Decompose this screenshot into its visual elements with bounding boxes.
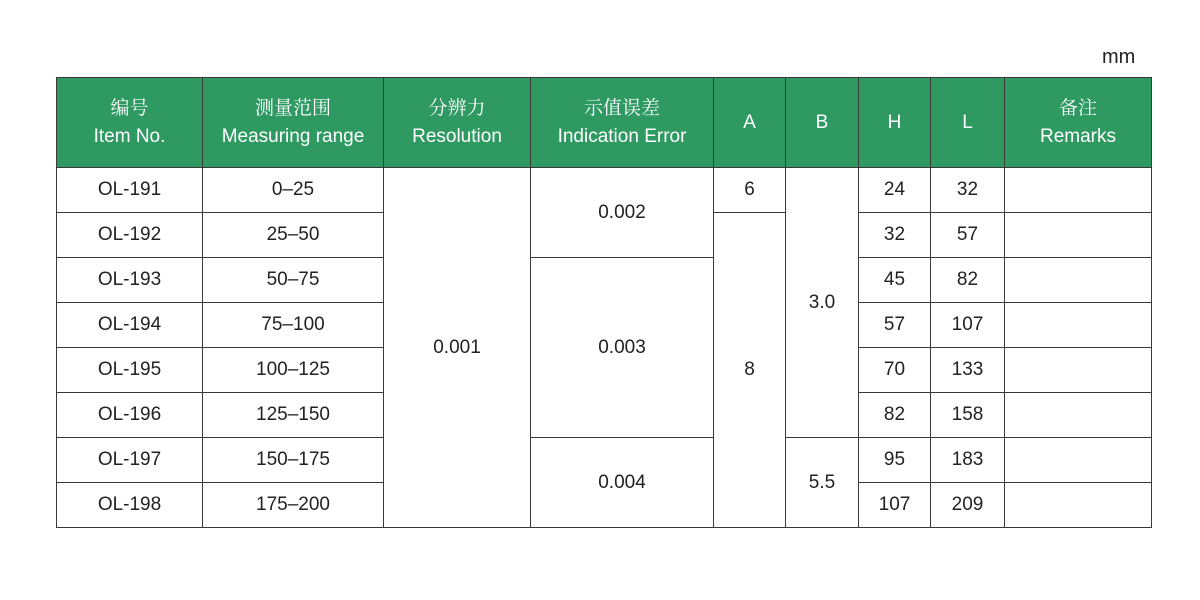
remarks-cell [1005, 393, 1152, 438]
l-cell: 57 [931, 213, 1005, 258]
l-cell: 133 [931, 348, 1005, 393]
range-cell: 0–25 [203, 168, 384, 213]
item-cell: OL-197 [57, 438, 203, 483]
item-cell: OL-194 [57, 303, 203, 348]
error-cell: 0.004 [531, 438, 714, 528]
item-cell: OL-193 [57, 258, 203, 303]
l-cell: 107 [931, 303, 1005, 348]
header-resolution-en: Resolution [412, 125, 502, 147]
range-cell: 25–50 [203, 213, 384, 258]
h-cell: 70 [859, 348, 931, 393]
h-cell: 82 [859, 393, 931, 438]
range-cell: 150–175 [203, 438, 384, 483]
remarks-cell [1005, 168, 1152, 213]
remarks-cell [1005, 213, 1152, 258]
h-cell: 57 [859, 303, 931, 348]
table-row [57, 438, 1152, 483]
remarks-cell [1005, 438, 1152, 483]
l-cell: 158 [931, 393, 1005, 438]
table-row [57, 168, 1152, 213]
a-cell: 6 [714, 168, 786, 213]
item-cell: OL-195 [57, 348, 203, 393]
header-error-en: Indication Error [557, 125, 687, 147]
header-item [57, 78, 203, 168]
range-cell: 100–125 [203, 348, 384, 393]
b-cell: 5.5 [786, 438, 859, 528]
header-error-cn: 示值误差 [583, 97, 660, 119]
range-cell: 175–200 [203, 483, 384, 528]
header-l: L [931, 78, 1005, 168]
header-range-en: Measuring range [221, 125, 365, 147]
b-cell: 3.0 [786, 168, 859, 438]
header-remarks-en: Remarks [1039, 125, 1116, 147]
error-cell: 0.003 [531, 258, 714, 438]
range-cell: 50–75 [203, 258, 384, 303]
item-cell: OL-196 [57, 393, 203, 438]
a-cell: 8 [714, 213, 786, 528]
header-remarks [1005, 78, 1152, 168]
h-cell: 95 [859, 438, 931, 483]
header-error [531, 78, 714, 168]
error-cell: 0.002 [531, 168, 714, 258]
header-item-en: Item No. [93, 125, 166, 147]
unit-label: mm [1102, 46, 1136, 68]
h-cell: 32 [859, 213, 931, 258]
spec-table [56, 77, 1152, 528]
header-range-cn: 测量范围 [254, 97, 331, 119]
h-cell: 24 [859, 168, 931, 213]
l-cell: 32 [931, 168, 1005, 213]
remarks-cell [1005, 483, 1152, 528]
remarks-cell [1005, 303, 1152, 348]
header-h: H [859, 78, 931, 168]
item-cell: OL-198 [57, 483, 203, 528]
l-cell: 82 [931, 258, 1005, 303]
range-cell: 75–100 [203, 303, 384, 348]
header-resolution-cn: 分辨力 [428, 97, 486, 119]
table-row [57, 258, 1152, 303]
remarks-cell [1005, 258, 1152, 303]
h-cell: 45 [859, 258, 931, 303]
header-remarks-cn: 备注 [1058, 97, 1097, 119]
header-item-cn: 编号 [110, 97, 149, 119]
remarks-cell [1005, 348, 1152, 393]
resolution-cell: 0.001 [384, 168, 531, 528]
header-row [57, 78, 1152, 168]
l-cell: 183 [931, 438, 1005, 483]
range-cell: 125–150 [203, 393, 384, 438]
header-resolution [384, 78, 531, 168]
h-cell: 107 [859, 483, 931, 528]
header-b: B [786, 78, 859, 168]
header-a: A [714, 78, 786, 168]
header-range [203, 78, 384, 168]
item-cell: OL-191 [57, 168, 203, 213]
item-cell: OL-192 [57, 213, 203, 258]
l-cell: 209 [931, 483, 1005, 528]
